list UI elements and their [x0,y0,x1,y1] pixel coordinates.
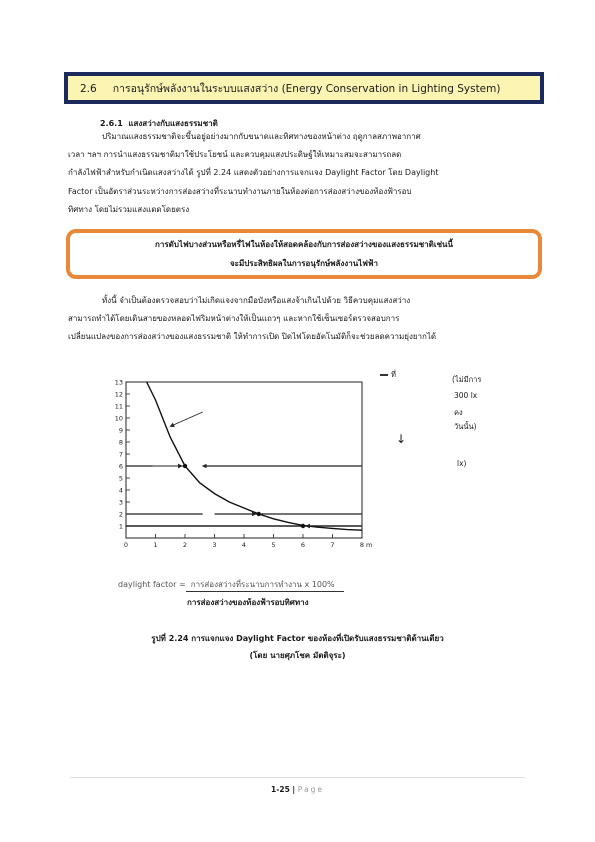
daylight-factor-curve [147,382,362,530]
formula-lhs: daylight factor = [118,580,186,589]
x-tick-label: 8 [359,541,365,549]
side-label-e: วันนั้น) [454,422,477,431]
formula-numerator-row [118,578,335,591]
x-tick-label: 7 [330,541,335,549]
paragraph-line: สามารถทำได้โดยเดินสายของหลอดไฟริมหน้าต่างให้เป็นแถวๆ และหากใช้เซ็นเซอร์ตรวจสอบการ [68,314,400,324]
x-tick-label: 1 [153,541,158,549]
paragraph-line: เปลี่ยนแปลงของการส่องสว่างของแสงธรรมชาติ ให้ทำการเปิด ปิดไฟโดยอัตโนมัติก็จะช่วยลดความยุ่งยากได้ [68,332,437,342]
data-marker [183,464,187,468]
side-label-c: 300 lx [454,391,478,400]
side-label-b: (ไม่มีการ [452,375,482,384]
page-word: Page [297,785,324,794]
paragraph-line [68,128,528,146]
formula-denominator: การส่องสว่างของท้องฟ้ารอบทิศทาง [187,598,309,607]
side-label-f: lx) [457,459,467,468]
x-tick-label: 5 [271,541,276,549]
y-tick-label: 11 [114,402,123,411]
x-tick-label: 3 [212,541,217,549]
curve-pointer-arrow [170,412,202,426]
y-tick-label: 10 [114,414,123,423]
section-heading [68,80,500,97]
y-tick-label: 3 [118,498,123,507]
footer-divider [70,777,525,778]
x-unit-label: m [366,541,373,549]
section-header [64,72,544,104]
y-tick-label: 5 [118,474,123,483]
paragraph-text: ปริมาณแสงธรรมชาติจะขึ้นอยู่อย่างมากกับขนาดและทิศทางของหน้าต่าง ฤดูกาลสภาพอากาศ [102,132,421,141]
chart-svg [112,375,382,555]
fraction-line [186,591,344,592]
data-marker [301,524,305,528]
paragraph-daylight [68,128,528,219]
paragraph-line: กำลังไฟฟ้าสำหรับกำเนิดแสงสว่างได้ รูปที่ 2.24 แสดงตัวอย่างการแจกแจง Daylight Factor โดย Daylight [68,168,439,178]
y-tick-label: 2 [118,510,123,519]
side-label-a [380,369,396,381]
y-tick-label: 7 [118,450,123,459]
paragraph-text: ทั้งนี้ จำเป็นต้องตรวจสอบว่าไม่เกิดแจงจากมือบังหรือแสงจ้าเกินไปด้วย วิธีควบคุมแสงสว่าง [102,296,411,305]
section-number: 2.6 [80,82,97,95]
side-label-a-text: ที่ [391,370,396,379]
formula-numerator: การส่องสว่างที่ระนาบการทำงาน x 100% [190,580,335,589]
subsection-number: 2.6.1 [100,119,123,128]
x-tick-label: 6 [300,541,306,549]
x-tick-label: 0 [123,541,129,549]
data-marker [257,512,261,516]
x-tick-label: 4 [241,541,247,549]
note-box [66,229,542,279]
figure-credit: (โดย นายศุภโชค มัตติจุระ) [249,651,346,660]
x-tick-label: 2 [182,541,188,549]
paragraph-line [68,292,528,310]
paragraph-line: เวลา ฯลฯ การนำแสงธรรมชาติมาใช้ประโยชน์ และควบคุมแสงประดิษฐ์ให้เหมาะสมจะสามารถลด [68,150,402,160]
paragraph-line: ทิศทาง โดยไม่รวมแสงแดดโดยตรง [68,204,190,214]
side-label-d: คง [454,408,463,417]
page-footer [0,785,595,794]
y-tick-label: 4 [118,486,123,495]
daylight-factor-chart [112,375,382,555]
footer-separator: | [292,785,296,794]
y-tick-label: 8 [118,438,123,447]
note-line-2: จะมีประสิทธิผลในการอนุรักษ์พลังงานไฟฟ้า [229,259,379,268]
paragraph-control [68,292,528,347]
y-tick-label: 6 [118,462,123,471]
figure-caption: รูปที่ 2.24 การแจกแจง Daylight Factor ของห้องที่เปิดรับแสงธรรมชาติด้านเดียว [151,634,444,643]
note-line-1: การดับไฟบางส่วนหรือหรี่ไฟในห้องให้สอดคล้องกับการส่องสว่างของแสงธรรมชาติเช่นนี้ [155,240,453,249]
down-arrow-icon: ↓ [396,432,407,446]
y-tick-label: 13 [114,378,123,387]
y-tick-label: 1 [118,522,123,531]
y-tick-label: 9 [118,426,123,435]
subsection-title: แสงสว่างกับแสงธรรมชาติ [128,119,218,128]
section-title: การอนุรักษ์พลังงานในระบบแสงสว่าง (Energy Conservation in Lighting System) [112,82,501,95]
paragraph-line: Factor เป็นอัตราส่วนระหว่างการส่องสว่างที่ระนาบทำงานภายในห้องต่อการส่องสว่างของท้องฟ้ารอบ [68,186,412,196]
dash-icon [380,374,388,376]
page-number: 1-25 [271,785,290,794]
y-tick-label: 12 [114,390,123,399]
